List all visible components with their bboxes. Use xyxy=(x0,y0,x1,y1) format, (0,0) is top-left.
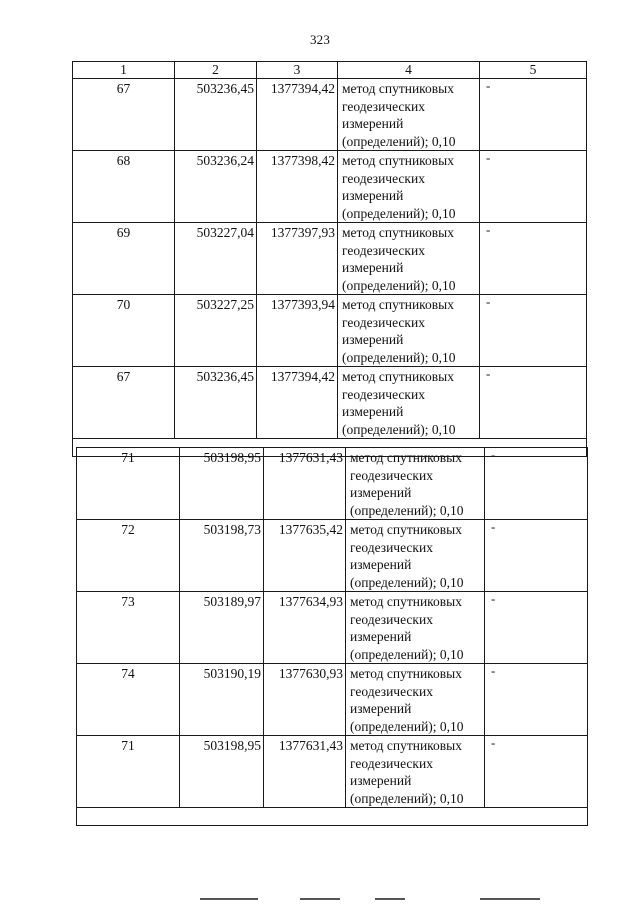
point-number-cell: 71 xyxy=(77,448,180,520)
table-row xyxy=(77,520,588,592)
table-header-row xyxy=(73,62,587,79)
y-coordinate-cell: 1377635,42 xyxy=(264,520,346,592)
table-row xyxy=(73,223,587,295)
x-coordinate-cell: 503198,95 xyxy=(180,736,264,808)
y-coordinate-cell: 1377393,94 xyxy=(257,295,338,367)
method-cell: метод спутниковых геодезических измерений (определений); 0,10 xyxy=(338,295,480,367)
coordinates-table-bottom xyxy=(76,447,587,826)
note-cell: - xyxy=(480,295,587,367)
x-coordinate-cell: 503236,45 xyxy=(175,367,257,439)
y-coordinate-cell: 1377631,43 xyxy=(264,736,346,808)
point-number-cell: 74 xyxy=(77,664,180,736)
y-coordinate-cell: 1377630,93 xyxy=(264,664,346,736)
method-cell: метод спутниковых геодезических измерений (определений); 0,10 xyxy=(346,664,485,736)
x-coordinate-cell: 503189,97 xyxy=(180,592,264,664)
method-cell: метод спутниковых геодезических измерений (определений); 0,10 xyxy=(338,367,480,439)
method-cell: метод спутниковых геодезических измерений (определений); 0,10 xyxy=(346,448,485,520)
y-coordinate-cell: 1377394,42 xyxy=(257,79,338,151)
note-cell: - xyxy=(485,592,588,664)
x-coordinate-cell: 503198,95 xyxy=(180,448,264,520)
point-number-cell: 67 xyxy=(73,367,175,439)
header-col-2: 2 xyxy=(175,62,257,79)
separator-row xyxy=(77,808,588,826)
point-number-cell: 69 xyxy=(73,223,175,295)
note-cell: - xyxy=(480,223,587,295)
header-col-4: 4 xyxy=(338,62,480,79)
page-number: 323 xyxy=(309,32,331,47)
method-cell: метод спутниковых геодезических измерений (определений); 0,10 xyxy=(346,592,485,664)
y-coordinate-cell: 1377397,93 xyxy=(257,223,338,295)
separator-cell xyxy=(77,808,588,826)
point-number-cell: 72 xyxy=(77,520,180,592)
y-coordinate-cell: 1377634,93 xyxy=(264,592,346,664)
x-coordinate-cell: 503190,19 xyxy=(180,664,264,736)
coordinates-table-top xyxy=(72,61,586,457)
table-row xyxy=(77,592,588,664)
note-cell: - xyxy=(480,79,587,151)
scan-artifact xyxy=(375,898,405,900)
x-coordinate-cell: 503227,04 xyxy=(175,223,257,295)
method-cell: метод спутниковых геодезических измерений (определений); 0,10 xyxy=(346,736,485,808)
x-coordinate-cell: 503198,73 xyxy=(180,520,264,592)
scan-artifact xyxy=(300,898,340,900)
table-row xyxy=(73,151,587,223)
point-number-cell: 67 xyxy=(73,79,175,151)
point-number-cell: 71 xyxy=(77,736,180,808)
x-coordinate-cell: 503236,24 xyxy=(175,151,257,223)
point-number-cell: 73 xyxy=(77,592,180,664)
y-coordinate-cell: 1377398,42 xyxy=(257,151,338,223)
note-cell: - xyxy=(480,151,587,223)
point-number-cell: 70 xyxy=(73,295,175,367)
note-cell: - xyxy=(485,664,588,736)
note-cell: - xyxy=(485,448,588,520)
header-col-1: 1 xyxy=(73,62,175,79)
note-cell: - xyxy=(480,367,587,439)
y-coordinate-cell: 1377631,43 xyxy=(264,448,346,520)
method-cell: метод спутниковых геодезических измерений (определений); 0,10 xyxy=(338,151,480,223)
table-row xyxy=(77,736,588,808)
table-row xyxy=(77,448,588,520)
x-coordinate-cell: 503227,25 xyxy=(175,295,257,367)
point-number-cell: 68 xyxy=(73,151,175,223)
table-row xyxy=(73,295,587,367)
header-col-5: 5 xyxy=(480,62,587,79)
method-cell: метод спутниковых геодезических измерений (определений); 0,10 xyxy=(338,223,480,295)
note-cell: - xyxy=(485,520,588,592)
note-cell: - xyxy=(485,736,588,808)
table-row xyxy=(73,79,587,151)
table-row xyxy=(73,367,587,439)
y-coordinate-cell: 1377394,42 xyxy=(257,367,338,439)
method-cell: метод спутниковых геодезических измерений (определений); 0,10 xyxy=(346,520,485,592)
method-cell: метод спутниковых геодезических измерений (определений); 0,10 xyxy=(338,79,480,151)
header-col-3: 3 xyxy=(257,62,338,79)
scan-artifact xyxy=(480,898,540,900)
table-row xyxy=(77,664,588,736)
x-coordinate-cell: 503236,45 xyxy=(175,79,257,151)
scan-artifact xyxy=(200,898,258,900)
